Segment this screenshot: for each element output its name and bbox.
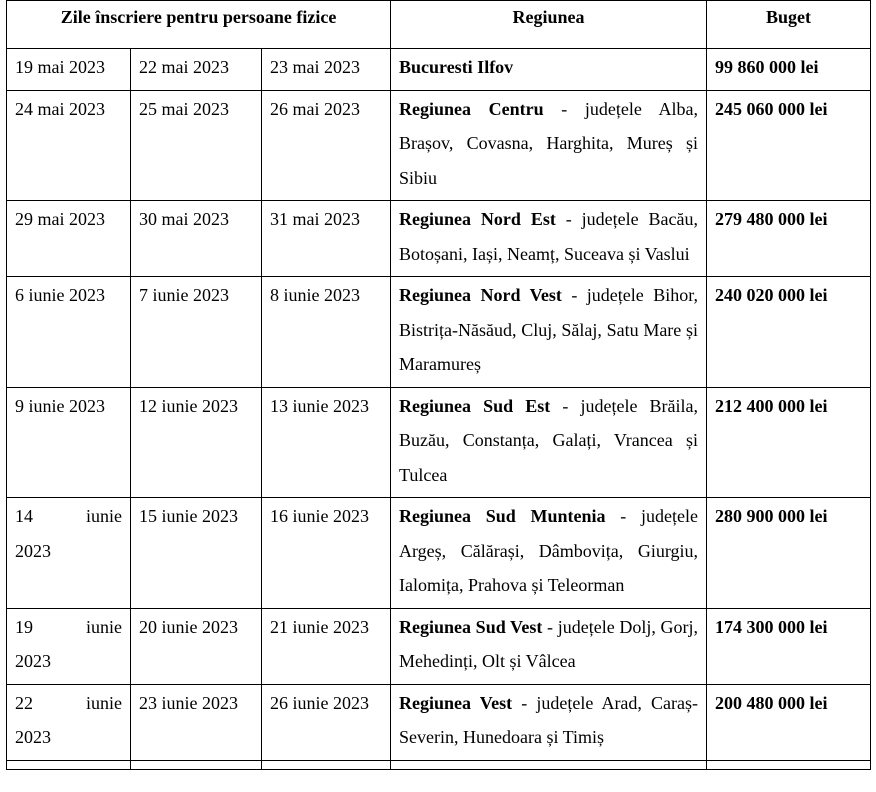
day-3: 23 mai 2023: [262, 49, 391, 91]
cut-off-cell: [707, 760, 871, 769]
registration-schedule-table: [6, 0, 871, 770]
table-row: [7, 277, 871, 388]
header-budget: Buget: [707, 1, 871, 49]
budget-cell: 200 480 000 lei: [707, 684, 871, 760]
budget-cell: 240 020 000 lei: [707, 277, 871, 388]
region-name: Regiunea Sud Est: [399, 395, 551, 416]
region-name: Regiunea Nord Vest: [399, 285, 562, 305]
region-cell: [391, 90, 707, 201]
budget-cell: 212 400 000 lei: [707, 387, 871, 498]
region-name: Regiunea Sud Muntenia: [399, 506, 606, 526]
day-3: 31 mai 2023: [262, 201, 391, 277]
region-name: Bucuresti Ilfov: [399, 57, 514, 77]
table-row: [7, 49, 871, 91]
day-1-year: 2023: [15, 727, 51, 747]
budget-cell: 99 860 000 lei: [707, 49, 871, 91]
cut-off-cell: [7, 760, 131, 769]
day-2: 25 mai 2023: [131, 90, 262, 201]
budget-cell: 174 300 000 lei: [707, 608, 871, 684]
table-row-cut-off: [7, 760, 871, 769]
region-counties: - județele Dolj, Gorj, Mehedinți, Olt și Vâlcea: [399, 616, 699, 671]
day-3: 8 iunie 2023: [262, 277, 391, 388]
budget-cell: 245 060 000 lei: [707, 90, 871, 201]
day-1: 19 mai 2023: [7, 49, 131, 91]
region-cell: [391, 684, 707, 760]
table-row: [7, 498, 871, 609]
table-row: [7, 201, 871, 277]
table-row: [7, 608, 871, 684]
region-name: Regiunea Vest: [399, 692, 513, 713]
day-3: 21 iunie 2023: [262, 608, 391, 684]
day-1: 9 iunie 2023: [7, 387, 131, 498]
day-3: 26 mai 2023: [262, 90, 391, 201]
day-2: 22 mai 2023: [131, 49, 262, 91]
day-1: [7, 608, 131, 684]
region-name: Regiunea Sud Vest: [399, 616, 543, 637]
day-1-day: 22: [15, 692, 33, 713]
day-2: 23 iunie 2023: [131, 684, 262, 760]
table-header-row: [7, 1, 871, 49]
day-1-month: iunie: [86, 616, 122, 637]
day-2: 20 iunie 2023: [131, 608, 262, 684]
region-name: Regiunea Centru: [399, 98, 544, 119]
day-1-day: 19: [15, 616, 33, 637]
day-2: 7 iunie 2023: [131, 277, 262, 388]
day-2: 12 iunie 2023: [131, 387, 262, 498]
cut-off-cell: [262, 760, 391, 769]
region-name: Regiunea Nord Est: [399, 209, 556, 229]
region-cell: [391, 201, 707, 277]
day-1-month: iunie: [86, 692, 122, 713]
day-1: [7, 498, 131, 609]
table-row: [7, 90, 871, 201]
table-row: [7, 684, 871, 760]
day-1: 29 mai 2023: [7, 201, 131, 277]
day-1-day: 14: [15, 506, 33, 526]
cut-off-cell: [131, 760, 262, 769]
region-counties: - județele Bihor, Bistrița-Năsăud, Cluj, Sălaj, Satu Mare și Maramureș: [399, 285, 699, 374]
cut-off-cell: [391, 760, 707, 769]
day-1: 6 iunie 2023: [7, 277, 131, 388]
table-row: [7, 387, 871, 498]
region-cell: [391, 49, 707, 91]
day-1: [7, 684, 131, 760]
header-days: Zile înscriere pentru persoane fizice: [7, 1, 391, 49]
day-1-month: iunie: [86, 506, 122, 526]
region-counties: - județele Brăila, Buzău, Constanța, Galați, Vrancea și Tulcea: [399, 395, 699, 485]
region-cell: [391, 498, 707, 609]
budget-cell: 279 480 000 lei: [707, 201, 871, 277]
region-cell: [391, 387, 707, 498]
day-1: 24 mai 2023: [7, 90, 131, 201]
budget-cell: 280 900 000 lei: [707, 498, 871, 609]
region-counties: - județele Argeș, Călărași, Dâmbovița, Giurgiu, Ialomița, Prahova și Teleorman: [399, 506, 699, 595]
region-cell: [391, 608, 707, 684]
day-1-year: 2023: [15, 651, 51, 671]
header-region: Regiunea: [391, 1, 707, 49]
day-2: 30 mai 2023: [131, 201, 262, 277]
day-3: 26 iunie 2023: [262, 684, 391, 760]
region-counties: - județele Bacău, Botoșani, Iași, Neamț, Suceava și Vaslui: [399, 209, 699, 264]
day-2: 15 iunie 2023: [131, 498, 262, 609]
day-3: 13 iunie 2023: [262, 387, 391, 498]
region-counties: - județele Alba, Brașov, Covasna, Harghita, Mureș și Sibiu: [399, 98, 699, 188]
day-3: 16 iunie 2023: [262, 498, 391, 609]
region-counties: - județele Arad, Caraș-Severin, Hunedoara și Timiș: [399, 692, 699, 747]
region-cell: [391, 277, 707, 388]
day-1-year: 2023: [15, 540, 51, 561]
